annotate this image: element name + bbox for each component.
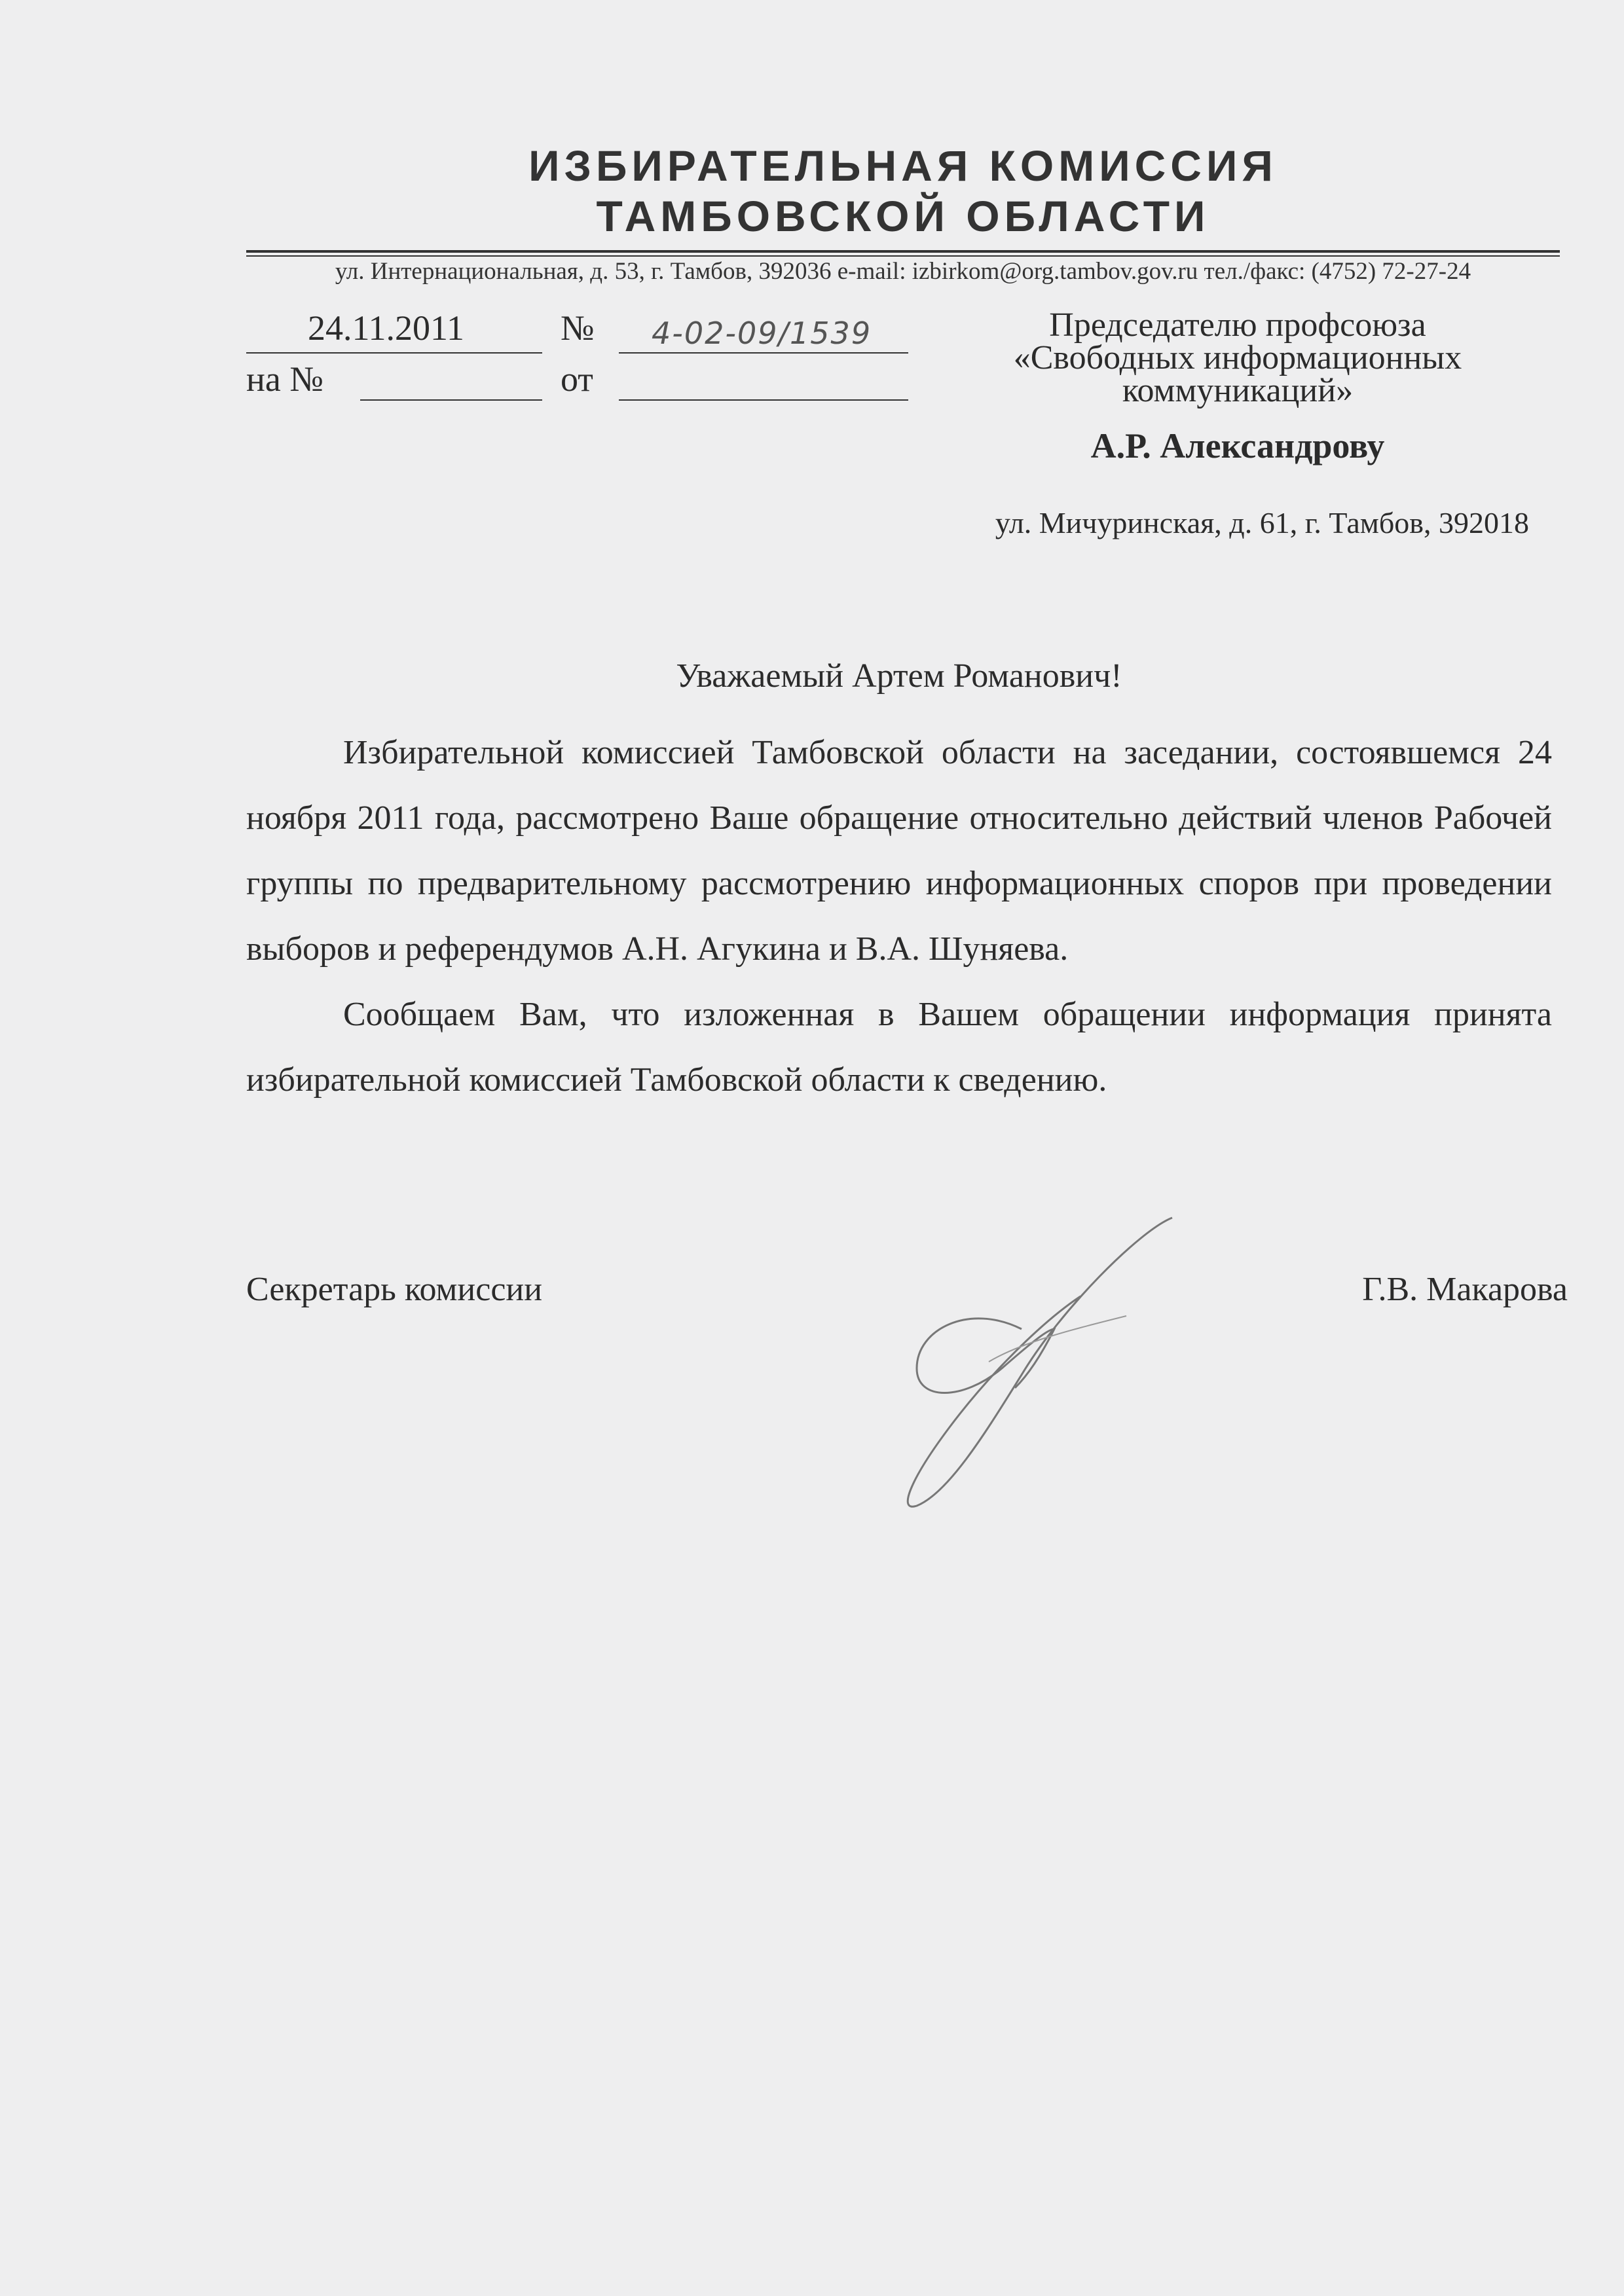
salutation: Уважаемый Артем Романович! bbox=[676, 657, 1122, 695]
outgoing-number: 4-02-09/1539 bbox=[652, 316, 872, 351]
ref-number-underline bbox=[360, 399, 542, 401]
ref-date-underline bbox=[619, 399, 908, 401]
letterhead-rule-thin bbox=[246, 255, 1560, 257]
addressee-line1: Председателю профсоюза bbox=[1049, 306, 1426, 344]
letter-paragraph-1: Избирательной комиссией Тамбовской области на заседании, состоявшемся 24 ноября 2011 года, рассмотрено Ваше обращение относительно действий членов Рабочей группы по предварительному рассмотрению информационных споров при проведении выборов и референдумов А.Н. Агукина и В.А. Шуняева. bbox=[246, 734, 1552, 968]
handwritten-signature-icon bbox=[891, 1205, 1192, 1519]
letter-body bbox=[246, 720, 1552, 1113]
ref-number-label: на № bbox=[246, 359, 323, 399]
ref-date-label: от bbox=[561, 359, 593, 399]
letterhead-rule-thick bbox=[246, 250, 1560, 253]
addressee-address: ул. Мичуринская, д. 61, г. Тамбов, 392018 bbox=[995, 506, 1529, 539]
addressee-line3: коммуникаций» bbox=[1122, 372, 1354, 409]
outgoing-date: 24.11.2011 bbox=[308, 308, 464, 348]
number-label: № bbox=[561, 308, 595, 348]
number-underline bbox=[619, 352, 908, 354]
addressee-line2: «Свободных информационных bbox=[1013, 339, 1462, 376]
signatory-name: Г.В. Макарова bbox=[1362, 1271, 1568, 1308]
signatory-position: Секретарь комиссии bbox=[246, 1271, 543, 1308]
date-underline bbox=[246, 352, 542, 354]
org-name-line2: ТАМБОВСКОЙ ОБЛАСТИ bbox=[596, 192, 1210, 240]
letter-paragraph-2: Сообщаем Вам, что изложенная в Вашем обращении информация принята избирательной комиссией Тамбовской области к сведению. bbox=[246, 996, 1552, 1099]
org-name-line1: ИЗБИРАТЕЛЬНАЯ КОМИССИЯ bbox=[528, 141, 1278, 190]
org-contacts: ул. Интернациональная, д. 53, г. Тамбов, 392036 e-mail: izbirkom@org.tambov.gov.ru тел./факс: (4752) 72-27-24 bbox=[335, 258, 1471, 285]
addressee-name: А.Р. Александрову bbox=[1090, 426, 1385, 465]
